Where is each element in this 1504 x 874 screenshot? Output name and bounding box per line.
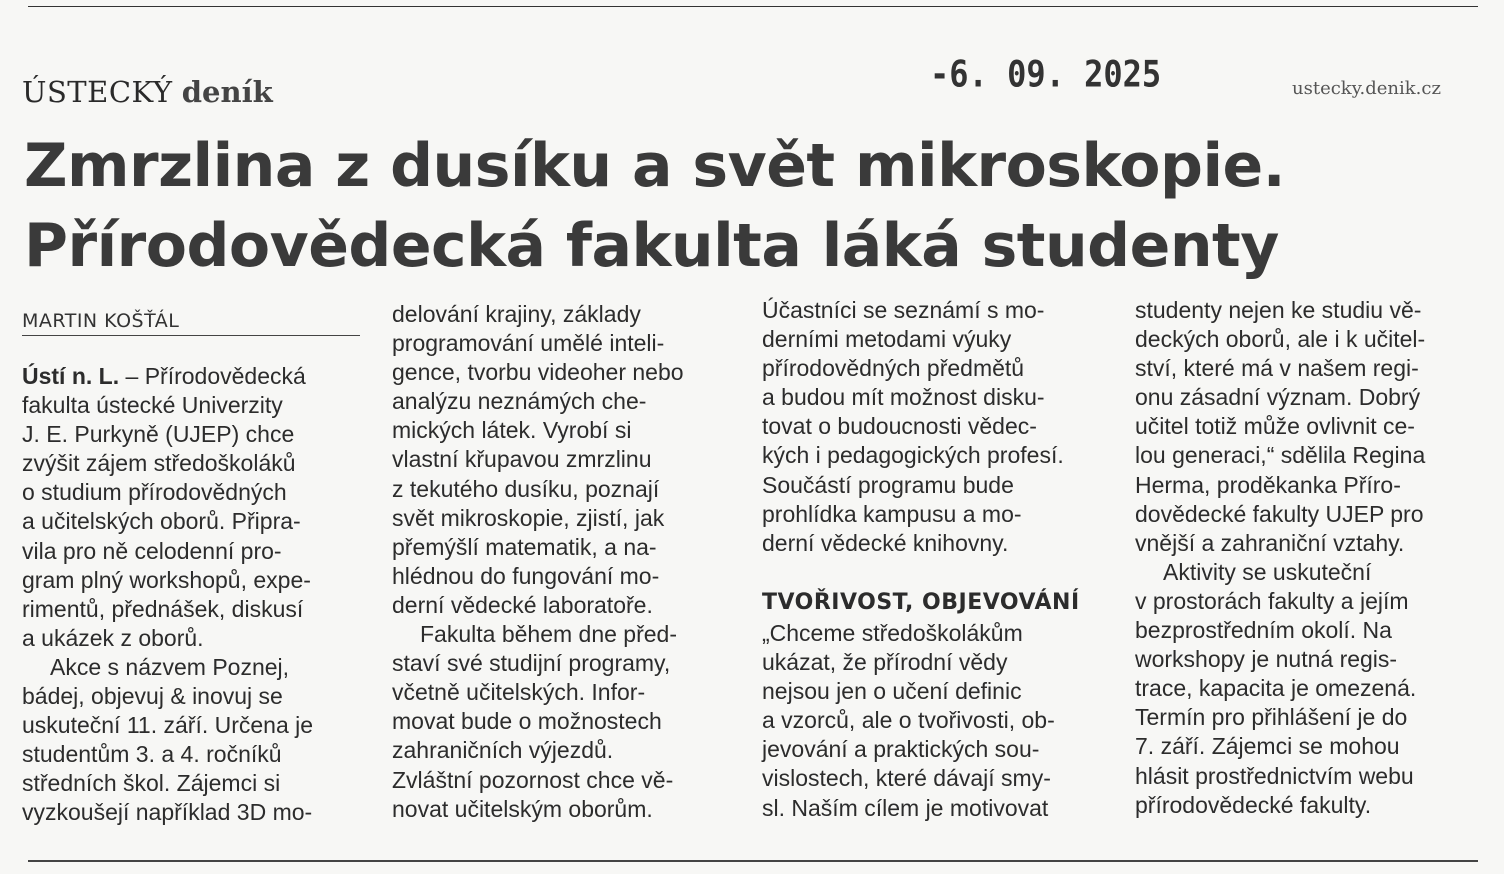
column-line: zahraničních výjezdů. bbox=[392, 737, 614, 764]
column-line: vislostech, které dávají smy- bbox=[762, 765, 1051, 792]
column-line: prohlídka kampusu a mo- bbox=[762, 500, 1022, 527]
column-line: movat bude o možnostech bbox=[392, 708, 662, 735]
column-line: Zvláštní pozornost chce vě- bbox=[392, 766, 674, 793]
column-line: derní vědecké knihovny. bbox=[762, 529, 1009, 556]
column-line: kých i pedagogických profesí. bbox=[762, 442, 1064, 469]
column-line: J. E. Purkyně (UJEP) chce bbox=[22, 421, 295, 448]
column-line: gence, tvorbu videoher nebo bbox=[392, 359, 684, 386]
column-line: sl. Naším cílem je motivovat bbox=[762, 794, 1049, 821]
column-line: deckých oborů, ale i k učitel- bbox=[1135, 326, 1426, 353]
column-line: jevování a praktických sou- bbox=[762, 736, 1040, 763]
dateline-place: Ústí n. L. bbox=[22, 363, 120, 389]
column-line: Účastníci se seznámí s mo- bbox=[762, 297, 1045, 323]
column-line-text: – Přírodovědecká bbox=[125, 363, 306, 389]
column-line: lou generaci,“ sdělila Regina bbox=[1135, 442, 1426, 469]
column-line: trace, kapacita je omezená. bbox=[1135, 675, 1417, 702]
byline-rule bbox=[22, 335, 360, 336]
masthead-brand: deník bbox=[181, 75, 273, 109]
column-line: gram plný workshopů, expe- bbox=[22, 566, 311, 593]
column-line: svět mikroskopie, zjistí, jak bbox=[392, 504, 665, 531]
column-line: přírodovědných předmětů bbox=[762, 355, 1025, 382]
byline: MARTIN KOŠŤÁL bbox=[22, 310, 180, 332]
column-line: a učitelských oborů. Připra- bbox=[22, 508, 301, 535]
column-line: Herma, proděkanka Příro- bbox=[1135, 471, 1401, 498]
column-line: vnější a zahraniční vztahy. bbox=[1135, 529, 1405, 556]
column-line: a ukázek z oborů. bbox=[22, 624, 204, 651]
column-line: onu zásadní význam. Dobrý bbox=[1135, 384, 1421, 411]
column-line: zvýšit zájem středoškoláků bbox=[22, 450, 296, 477]
masthead-paper: ÚSTECKÝ bbox=[22, 75, 173, 109]
column-line: Fakulta během dne před- bbox=[420, 621, 677, 648]
headline-line-2: Přírodovědecká fakulta láká studenty bbox=[24, 211, 1279, 281]
column-line: a budou mít možnost disku- bbox=[762, 384, 1045, 411]
column-line: hlédnou do fungování mo- bbox=[392, 562, 660, 589]
column-line: nejsou jen o učení definic bbox=[762, 678, 1022, 705]
bottom-rule bbox=[28, 860, 1478, 862]
column-line: učitel totiž může ovlivnit ce- bbox=[1135, 413, 1415, 440]
column-line: bádej, objevuj & inovuj se bbox=[22, 683, 283, 710]
column-line: ukázat, že přírodní vědy bbox=[762, 649, 1008, 676]
article-column-3 bbox=[762, 296, 1080, 823]
column-line: včetně učitelských. Infor- bbox=[392, 679, 646, 706]
column-line: Termín pro přihlášení je do bbox=[1135, 704, 1408, 731]
subheading: TVOŘIVOST, OBJEVOVÁNÍ bbox=[762, 589, 1080, 615]
top-rule bbox=[28, 6, 1478, 7]
column-line: analýzu neznámých che- bbox=[392, 388, 647, 415]
column-line: hlásit prostřednictvím webu bbox=[1135, 762, 1414, 789]
column-line: Aktivity se uskuteční bbox=[1163, 558, 1372, 585]
column-line: ství, které má v našem regi- bbox=[1135, 355, 1419, 382]
column-line: Součástí programu bude bbox=[762, 471, 1014, 498]
column-line: derní vědecké laboratoře. bbox=[392, 591, 653, 618]
column-line: rimentů, přednášek, diskusí bbox=[22, 595, 304, 622]
column-line: vila pro ně celodenní pro- bbox=[22, 537, 282, 564]
column-line: workshopy je nutná regis- bbox=[1135, 646, 1398, 673]
headline bbox=[24, 126, 1484, 286]
masthead bbox=[22, 76, 273, 108]
column-line: v prostorách fakulty a jejím bbox=[1135, 587, 1409, 614]
column-line: novat učitelským oborům. bbox=[392, 795, 653, 822]
column-line: 7. září. Zájemci se mohou bbox=[1135, 733, 1400, 760]
date-stamp: -6. 09. 2025 bbox=[930, 52, 1162, 96]
column-line: bezprostředním okolí. Na bbox=[1135, 617, 1392, 644]
column-line: přírodovědecké fakulty. bbox=[1135, 791, 1372, 818]
column-line: z tekutého dusíku, poznají bbox=[392, 475, 660, 502]
article-column-2 bbox=[392, 300, 684, 824]
column-line: středních škol. Zájemci si bbox=[22, 770, 281, 797]
column-line: studentům 3. a 4. ročníků bbox=[22, 741, 282, 768]
column-line: studenty nejen ke studiu vě- bbox=[1135, 297, 1422, 323]
column-line: derními metodami výuky bbox=[762, 326, 1012, 353]
column-line: uskuteční 11. září. Určena je bbox=[22, 712, 314, 739]
column-line: vyzkoušejí například 3D mo- bbox=[22, 799, 313, 826]
column-line: vlastní křupavou zmrzlinu bbox=[392, 446, 652, 473]
headline-line-1: Zmrzlina z dusíku a svět mikroskopie. bbox=[24, 131, 1286, 201]
column-line: staví své studijní programy, bbox=[392, 650, 671, 677]
article-column-1 bbox=[22, 362, 313, 828]
column-line: tovat o budoucnosti vědec- bbox=[762, 413, 1037, 440]
column-line: Akce s názvem Poznej, bbox=[50, 653, 290, 680]
column-line: a vzorců, ale o tvořivosti, ob- bbox=[762, 707, 1055, 734]
column-line: fakulta ústecké Univerzity bbox=[22, 392, 283, 419]
column-line: přemýšlí matematik, a na- bbox=[392, 533, 657, 560]
column-line: mických látek. Vyrobí si bbox=[392, 417, 632, 444]
column-line: programování umělé inteli- bbox=[392, 330, 665, 357]
column-line bbox=[22, 362, 313, 391]
column-line: „Chceme středoškolákům bbox=[762, 619, 1023, 646]
source-url: ustecky.denik.cz bbox=[1292, 78, 1441, 99]
column-line: dovědecké fakulty UJEP pro bbox=[1135, 500, 1424, 527]
column-line: delování krajiny, základy bbox=[392, 301, 641, 327]
column-line: o studium přírodovědných bbox=[22, 479, 287, 506]
article-column-4 bbox=[1135, 296, 1425, 820]
